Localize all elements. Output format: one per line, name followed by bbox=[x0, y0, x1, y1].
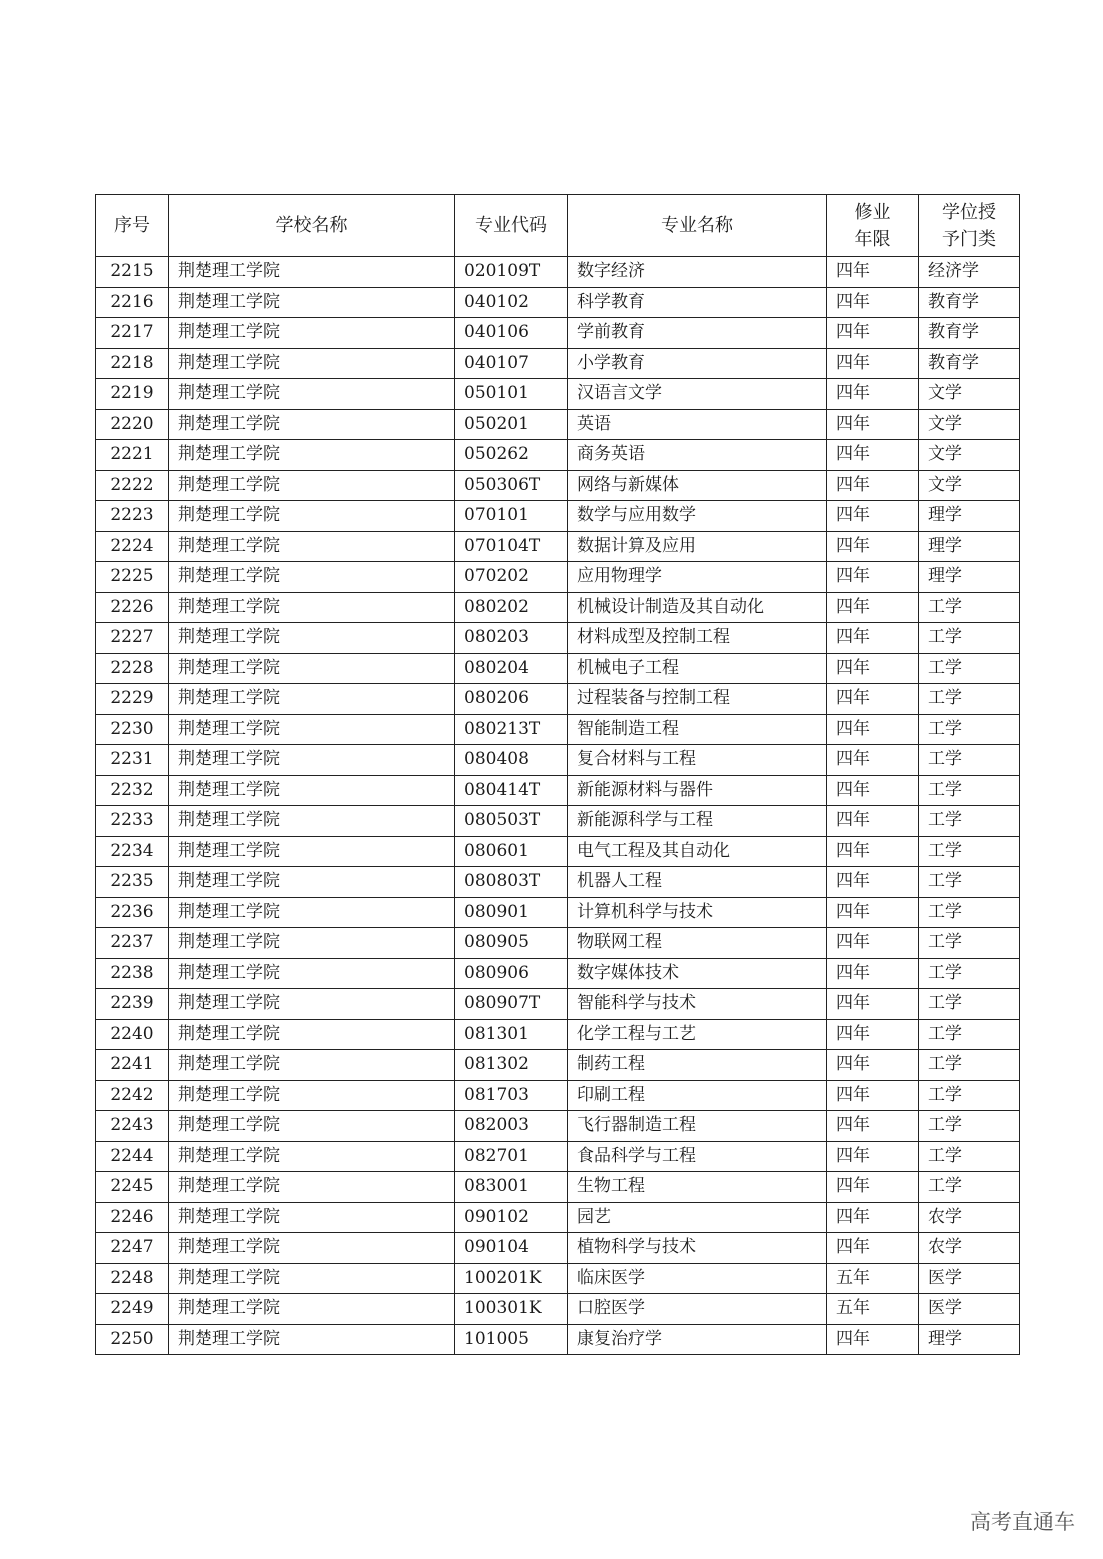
cell-years: 四年 bbox=[827, 562, 919, 593]
table-row bbox=[96, 1324, 1020, 1355]
cell-category: 工学 bbox=[919, 1111, 1020, 1142]
cell-major: 机械电子工程 bbox=[568, 653, 827, 684]
cell-code: 080202 bbox=[455, 592, 568, 623]
cell-school: 荆楚理工学院 bbox=[169, 1294, 455, 1325]
table-row bbox=[96, 653, 1020, 684]
table-row bbox=[96, 1233, 1020, 1264]
cell-years: 四年 bbox=[827, 348, 919, 379]
cell-school: 荆楚理工学院 bbox=[169, 348, 455, 379]
cell-seq: 2228 bbox=[96, 653, 169, 684]
cell-major: 科学教育 bbox=[568, 287, 827, 318]
cell-major: 园艺 bbox=[568, 1202, 827, 1233]
cell-major: 食品科学与工程 bbox=[568, 1141, 827, 1172]
cell-seq: 2235 bbox=[96, 867, 169, 898]
table-row bbox=[96, 379, 1020, 410]
cell-major: 新能源科学与工程 bbox=[568, 806, 827, 837]
table-row bbox=[96, 836, 1020, 867]
cell-major: 生物工程 bbox=[568, 1172, 827, 1203]
table-row bbox=[96, 928, 1020, 959]
cell-code: 040106 bbox=[455, 318, 568, 349]
cell-years: 四年 bbox=[827, 470, 919, 501]
cell-major: 英语 bbox=[568, 409, 827, 440]
table-row bbox=[96, 867, 1020, 898]
cell-seq: 2218 bbox=[96, 348, 169, 379]
cell-years: 四年 bbox=[827, 745, 919, 776]
cell-seq: 2224 bbox=[96, 531, 169, 562]
cell-major: 复合材料与工程 bbox=[568, 745, 827, 776]
cell-category: 工学 bbox=[919, 775, 1020, 806]
cell-seq: 2243 bbox=[96, 1111, 169, 1142]
cell-major: 汉语言文学 bbox=[568, 379, 827, 410]
cell-category: 工学 bbox=[919, 897, 1020, 928]
majors-table bbox=[95, 194, 1020, 1355]
table-row bbox=[96, 440, 1020, 471]
table-body bbox=[96, 257, 1020, 1355]
cell-years: 四年 bbox=[827, 958, 919, 989]
cell-major: 应用物理学 bbox=[568, 562, 827, 593]
table-row bbox=[96, 1111, 1020, 1142]
cell-years: 四年 bbox=[827, 1233, 919, 1264]
cell-seq: 2245 bbox=[96, 1172, 169, 1203]
cell-major: 新能源材料与器件 bbox=[568, 775, 827, 806]
cell-years: 四年 bbox=[827, 592, 919, 623]
cell-category: 文学 bbox=[919, 440, 1020, 471]
cell-school: 荆楚理工学院 bbox=[169, 836, 455, 867]
cell-years: 四年 bbox=[827, 1019, 919, 1050]
table-row bbox=[96, 562, 1020, 593]
cell-seq: 2231 bbox=[96, 745, 169, 776]
cell-years: 四年 bbox=[827, 1050, 919, 1081]
cell-code: 080213T bbox=[455, 714, 568, 745]
table-row bbox=[96, 714, 1020, 745]
header-major: 专业名称 bbox=[568, 195, 827, 257]
cell-years: 四年 bbox=[827, 257, 919, 288]
cell-code: 081703 bbox=[455, 1080, 568, 1111]
cell-seq: 2230 bbox=[96, 714, 169, 745]
table-row bbox=[96, 684, 1020, 715]
cell-category: 经济学 bbox=[919, 257, 1020, 288]
cell-seq: 2222 bbox=[96, 470, 169, 501]
table-row bbox=[96, 257, 1020, 288]
table-row bbox=[96, 1050, 1020, 1081]
table-row bbox=[96, 1019, 1020, 1050]
table-row bbox=[96, 745, 1020, 776]
cell-category: 文学 bbox=[919, 409, 1020, 440]
cell-school: 荆楚理工学院 bbox=[169, 470, 455, 501]
cell-category: 理学 bbox=[919, 1324, 1020, 1355]
cell-school: 荆楚理工学院 bbox=[169, 379, 455, 410]
cell-years: 四年 bbox=[827, 409, 919, 440]
table-row bbox=[96, 1202, 1020, 1233]
table-row bbox=[96, 958, 1020, 989]
cell-code: 050101 bbox=[455, 379, 568, 410]
cell-major: 学前教育 bbox=[568, 318, 827, 349]
table-row bbox=[96, 897, 1020, 928]
cell-years: 四年 bbox=[827, 867, 919, 898]
cell-years: 四年 bbox=[827, 1141, 919, 1172]
cell-seq: 2221 bbox=[96, 440, 169, 471]
cell-years: 四年 bbox=[827, 836, 919, 867]
cell-years: 四年 bbox=[827, 623, 919, 654]
cell-seq: 2227 bbox=[96, 623, 169, 654]
cell-seq: 2244 bbox=[96, 1141, 169, 1172]
cell-code: 070202 bbox=[455, 562, 568, 593]
cell-years: 四年 bbox=[827, 928, 919, 959]
cell-seq: 2223 bbox=[96, 501, 169, 532]
cell-major: 材料成型及控制工程 bbox=[568, 623, 827, 654]
cell-school: 荆楚理工学院 bbox=[169, 775, 455, 806]
cell-major: 制药工程 bbox=[568, 1050, 827, 1081]
cell-code: 070104T bbox=[455, 531, 568, 562]
cell-years: 四年 bbox=[827, 1172, 919, 1203]
cell-school: 荆楚理工学院 bbox=[169, 958, 455, 989]
cell-years: 四年 bbox=[827, 531, 919, 562]
cell-code: 080203 bbox=[455, 623, 568, 654]
cell-category: 工学 bbox=[919, 806, 1020, 837]
table-row bbox=[96, 318, 1020, 349]
cell-major: 康复治疗学 bbox=[568, 1324, 827, 1355]
cell-category: 教育学 bbox=[919, 348, 1020, 379]
cell-school: 荆楚理工学院 bbox=[169, 1263, 455, 1294]
cell-category: 工学 bbox=[919, 714, 1020, 745]
cell-school: 荆楚理工学院 bbox=[169, 1050, 455, 1081]
cell-seq: 2236 bbox=[96, 897, 169, 928]
cell-school: 荆楚理工学院 bbox=[169, 1080, 455, 1111]
table-row bbox=[96, 531, 1020, 562]
cell-code: 070101 bbox=[455, 501, 568, 532]
cell-years: 四年 bbox=[827, 714, 919, 745]
cell-school: 荆楚理工学院 bbox=[169, 257, 455, 288]
cell-category: 工学 bbox=[919, 623, 1020, 654]
table-row bbox=[96, 1172, 1020, 1203]
cell-category: 工学 bbox=[919, 1019, 1020, 1050]
cell-category: 工学 bbox=[919, 592, 1020, 623]
table-row bbox=[96, 287, 1020, 318]
cell-years: 四年 bbox=[827, 775, 919, 806]
cell-school: 荆楚理工学院 bbox=[169, 989, 455, 1020]
table-row bbox=[96, 501, 1020, 532]
cell-major: 机器人工程 bbox=[568, 867, 827, 898]
cell-years: 五年 bbox=[827, 1263, 919, 1294]
cell-code: 050306T bbox=[455, 470, 568, 501]
cell-years: 四年 bbox=[827, 1080, 919, 1111]
table-row bbox=[96, 806, 1020, 837]
table-row bbox=[96, 470, 1020, 501]
cell-category: 工学 bbox=[919, 1080, 1020, 1111]
cell-years: 四年 bbox=[827, 1111, 919, 1142]
cell-major: 数字经济 bbox=[568, 257, 827, 288]
table-row bbox=[96, 409, 1020, 440]
cell-seq: 2216 bbox=[96, 287, 169, 318]
cell-category: 工学 bbox=[919, 653, 1020, 684]
header-years bbox=[827, 195, 919, 257]
header-years-line1: 修业 bbox=[854, 201, 891, 223]
cell-seq: 2229 bbox=[96, 684, 169, 715]
cell-code: 080907T bbox=[455, 989, 568, 1020]
cell-school: 荆楚理工学院 bbox=[169, 531, 455, 562]
cell-code: 081301 bbox=[455, 1019, 568, 1050]
cell-code: 080905 bbox=[455, 928, 568, 959]
cell-school: 荆楚理工学院 bbox=[169, 1233, 455, 1264]
cell-category: 农学 bbox=[919, 1202, 1020, 1233]
cell-category: 工学 bbox=[919, 745, 1020, 776]
cell-seq: 2232 bbox=[96, 775, 169, 806]
cell-seq: 2226 bbox=[96, 592, 169, 623]
cell-code: 080206 bbox=[455, 684, 568, 715]
cell-category: 理学 bbox=[919, 501, 1020, 532]
cell-code: 050262 bbox=[455, 440, 568, 471]
cell-years: 五年 bbox=[827, 1294, 919, 1325]
cell-code: 090102 bbox=[455, 1202, 568, 1233]
cell-category: 工学 bbox=[919, 867, 1020, 898]
header-category-line1: 学位授 bbox=[942, 201, 996, 223]
cell-seq: 2250 bbox=[96, 1324, 169, 1355]
cell-major: 口腔医学 bbox=[568, 1294, 827, 1325]
cell-school: 荆楚理工学院 bbox=[169, 1111, 455, 1142]
cell-code: 083001 bbox=[455, 1172, 568, 1203]
table-row bbox=[96, 592, 1020, 623]
cell-seq: 2246 bbox=[96, 1202, 169, 1233]
cell-major: 数学与应用数学 bbox=[568, 501, 827, 532]
cell-school: 荆楚理工学院 bbox=[169, 806, 455, 837]
cell-seq: 2225 bbox=[96, 562, 169, 593]
table-row bbox=[96, 348, 1020, 379]
cell-major: 机械设计制造及其自动化 bbox=[568, 592, 827, 623]
cell-code: 080901 bbox=[455, 897, 568, 928]
cell-code: 101005 bbox=[455, 1324, 568, 1355]
cell-code: 082003 bbox=[455, 1111, 568, 1142]
cell-school: 荆楚理工学院 bbox=[169, 409, 455, 440]
cell-major: 计算机科学与技术 bbox=[568, 897, 827, 928]
cell-school: 荆楚理工学院 bbox=[169, 318, 455, 349]
table-row bbox=[96, 1294, 1020, 1325]
cell-seq: 2215 bbox=[96, 257, 169, 288]
header-school: 学校名称 bbox=[169, 195, 455, 257]
header-years-line2: 年限 bbox=[854, 228, 891, 250]
cell-seq: 2233 bbox=[96, 806, 169, 837]
cell-years: 四年 bbox=[827, 897, 919, 928]
cell-code: 082701 bbox=[455, 1141, 568, 1172]
table-row bbox=[96, 775, 1020, 806]
table-row bbox=[96, 1080, 1020, 1111]
cell-seq: 2238 bbox=[96, 958, 169, 989]
cell-seq: 2248 bbox=[96, 1263, 169, 1294]
cell-seq: 2241 bbox=[96, 1050, 169, 1081]
table-row bbox=[96, 1263, 1020, 1294]
cell-years: 四年 bbox=[827, 287, 919, 318]
cell-years: 四年 bbox=[827, 1202, 919, 1233]
cell-seq: 2234 bbox=[96, 836, 169, 867]
cell-code: 020109T bbox=[455, 257, 568, 288]
cell-school: 荆楚理工学院 bbox=[169, 928, 455, 959]
cell-category: 理学 bbox=[919, 531, 1020, 562]
cell-school: 荆楚理工学院 bbox=[169, 623, 455, 654]
cell-school: 荆楚理工学院 bbox=[169, 867, 455, 898]
cell-school: 荆楚理工学院 bbox=[169, 592, 455, 623]
cell-school: 荆楚理工学院 bbox=[169, 897, 455, 928]
header-row bbox=[96, 195, 1020, 257]
cell-major: 商务英语 bbox=[568, 440, 827, 471]
cell-school: 荆楚理工学院 bbox=[169, 684, 455, 715]
cell-category: 教育学 bbox=[919, 318, 1020, 349]
cell-major: 小学教育 bbox=[568, 348, 827, 379]
cell-major: 过程装备与控制工程 bbox=[568, 684, 827, 715]
cell-school: 荆楚理工学院 bbox=[169, 1019, 455, 1050]
cell-major: 电气工程及其自动化 bbox=[568, 836, 827, 867]
cell-seq: 2239 bbox=[96, 989, 169, 1020]
cell-seq: 2220 bbox=[96, 409, 169, 440]
cell-seq: 2242 bbox=[96, 1080, 169, 1111]
cell-major: 网络与新媒体 bbox=[568, 470, 827, 501]
cell-code: 080503T bbox=[455, 806, 568, 837]
cell-major: 数据计算及应用 bbox=[568, 531, 827, 562]
cell-major: 飞行器制造工程 bbox=[568, 1111, 827, 1142]
cell-category: 工学 bbox=[919, 1172, 1020, 1203]
cell-category: 工学 bbox=[919, 928, 1020, 959]
cell-category: 工学 bbox=[919, 836, 1020, 867]
cell-school: 荆楚理工学院 bbox=[169, 501, 455, 532]
cell-code: 081302 bbox=[455, 1050, 568, 1081]
cell-category: 教育学 bbox=[919, 287, 1020, 318]
cell-code: 100301K bbox=[455, 1294, 568, 1325]
header-category bbox=[919, 195, 1020, 257]
cell-code: 040107 bbox=[455, 348, 568, 379]
cell-category: 工学 bbox=[919, 958, 1020, 989]
table-row bbox=[96, 989, 1020, 1020]
cell-years: 四年 bbox=[827, 318, 919, 349]
cell-school: 荆楚理工学院 bbox=[169, 745, 455, 776]
cell-seq: 2249 bbox=[96, 1294, 169, 1325]
cell-years: 四年 bbox=[827, 806, 919, 837]
cell-code: 080408 bbox=[455, 745, 568, 776]
cell-years: 四年 bbox=[827, 501, 919, 532]
cell-school: 荆楚理工学院 bbox=[169, 440, 455, 471]
cell-school: 荆楚理工学院 bbox=[169, 653, 455, 684]
cell-seq: 2247 bbox=[96, 1233, 169, 1264]
cell-code: 080204 bbox=[455, 653, 568, 684]
cell-category: 医学 bbox=[919, 1294, 1020, 1325]
cell-major: 智能制造工程 bbox=[568, 714, 827, 745]
cell-code: 080601 bbox=[455, 836, 568, 867]
cell-code: 090104 bbox=[455, 1233, 568, 1264]
cell-years: 四年 bbox=[827, 1324, 919, 1355]
cell-years: 四年 bbox=[827, 440, 919, 471]
cell-category: 文学 bbox=[919, 379, 1020, 410]
cell-code: 080803T bbox=[455, 867, 568, 898]
cell-category: 工学 bbox=[919, 989, 1020, 1020]
cell-major: 数字媒体技术 bbox=[568, 958, 827, 989]
cell-years: 四年 bbox=[827, 653, 919, 684]
cell-category: 工学 bbox=[919, 1141, 1020, 1172]
cell-category: 农学 bbox=[919, 1233, 1020, 1264]
cell-category: 文学 bbox=[919, 470, 1020, 501]
cell-code: 080906 bbox=[455, 958, 568, 989]
cell-major: 智能科学与技术 bbox=[568, 989, 827, 1020]
table-row bbox=[96, 1141, 1020, 1172]
cell-code: 080414T bbox=[455, 775, 568, 806]
cell-years: 四年 bbox=[827, 989, 919, 1020]
table-row bbox=[96, 623, 1020, 654]
cell-code: 050201 bbox=[455, 409, 568, 440]
cell-major: 植物科学与技术 bbox=[568, 1233, 827, 1264]
cell-school: 荆楚理工学院 bbox=[169, 1324, 455, 1355]
cell-category: 理学 bbox=[919, 562, 1020, 593]
cell-seq: 2240 bbox=[96, 1019, 169, 1050]
cell-seq: 2217 bbox=[96, 318, 169, 349]
cell-school: 荆楚理工学院 bbox=[169, 287, 455, 318]
cell-category: 工学 bbox=[919, 684, 1020, 715]
cell-category: 医学 bbox=[919, 1263, 1020, 1294]
cell-category: 工学 bbox=[919, 1050, 1020, 1081]
cell-code: 040102 bbox=[455, 287, 568, 318]
cell-major: 物联网工程 bbox=[568, 928, 827, 959]
cell-years: 四年 bbox=[827, 684, 919, 715]
cell-seq: 2237 bbox=[96, 928, 169, 959]
cell-major: 印刷工程 bbox=[568, 1080, 827, 1111]
cell-seq: 2219 bbox=[96, 379, 169, 410]
header-category-line2: 予门类 bbox=[942, 228, 996, 250]
cell-major: 化学工程与工艺 bbox=[568, 1019, 827, 1050]
watermark: 高考直通车 bbox=[970, 1510, 1075, 1534]
cell-school: 荆楚理工学院 bbox=[169, 562, 455, 593]
cell-school: 荆楚理工学院 bbox=[169, 714, 455, 745]
cell-code: 100201K bbox=[455, 1263, 568, 1294]
cell-school: 荆楚理工学院 bbox=[169, 1172, 455, 1203]
cell-major: 临床医学 bbox=[568, 1263, 827, 1294]
cell-school: 荆楚理工学院 bbox=[169, 1141, 455, 1172]
header-seq: 序号 bbox=[96, 195, 169, 257]
header-code: 专业代码 bbox=[455, 195, 568, 257]
cell-years: 四年 bbox=[827, 379, 919, 410]
cell-school: 荆楚理工学院 bbox=[169, 1202, 455, 1233]
